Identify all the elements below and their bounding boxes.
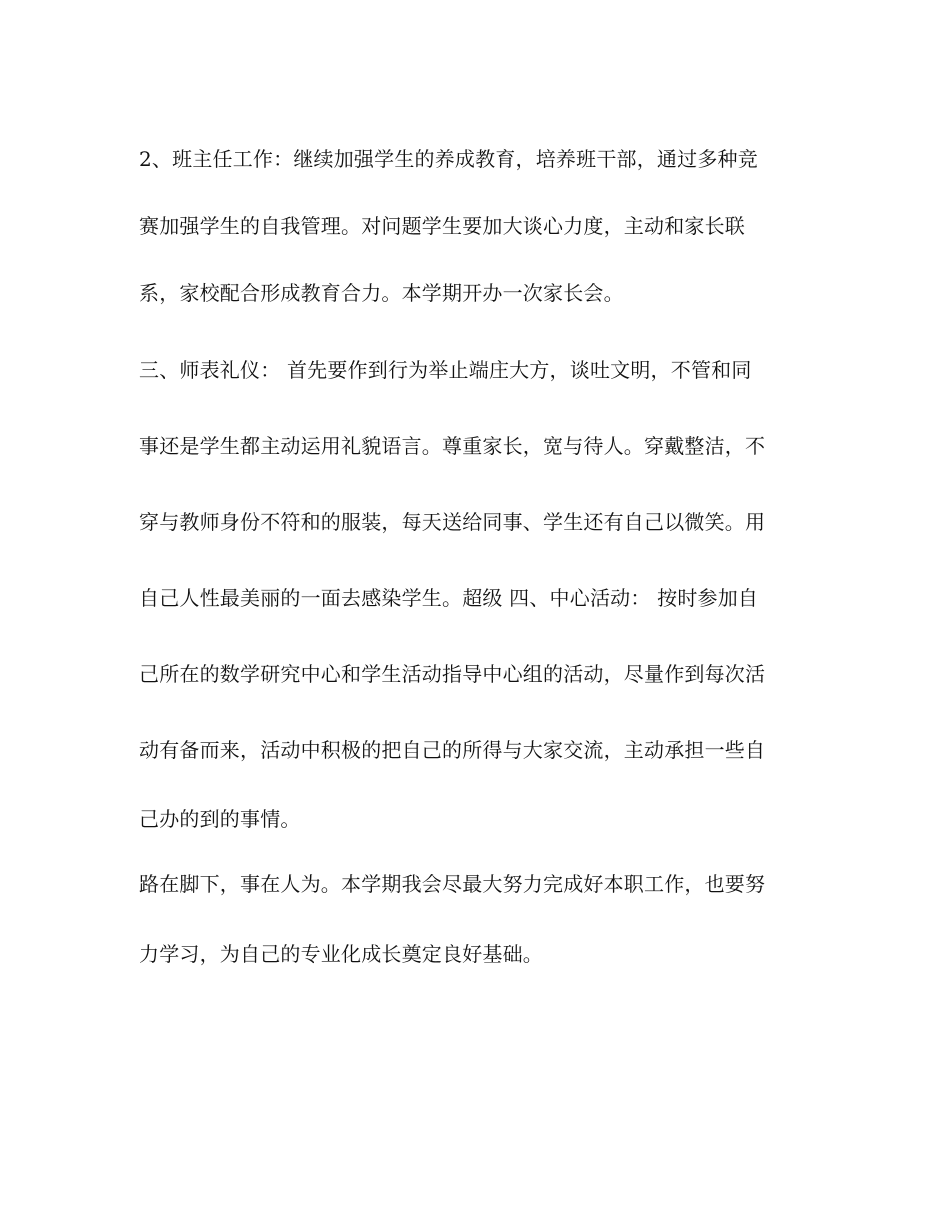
text-line: 赛加强学生的自我管理。对问题学生要加大谈心力度，主动和家长联 xyxy=(139,214,745,238)
text-line: 己办的到的事情。 xyxy=(139,807,301,831)
text-line: 动有备而来，活动中积极的把自己的所得与大家交流，主动承担一些自 xyxy=(139,738,766,762)
text-line: 2、班主任工作：继续加强学生的养成教育，培养班干部，通过多种竞 xyxy=(139,147,758,171)
text-line: 三、师表礼仪： 首先要作到行为举止端庄大方，谈吐文明，不管和同 xyxy=(139,358,752,382)
text-line: 路在脚下，事在人为。本学期我会尽最大努力完成好本职工作，也要努 xyxy=(139,872,766,896)
text-line: 穿与教师身份不符和的服装，每天送给同事、学生还有自己以微笑。用 xyxy=(139,510,766,534)
text-line: 力学习，为自己的专业化成长奠定良好基础。 xyxy=(139,942,543,966)
text-line: 自己人性最美丽的一面去感染学生。超级 四、中心活动： 按时参加自 xyxy=(139,586,759,610)
text-line: 系，家校配合形成教育合力。本学期开办一次家长会。 xyxy=(139,281,624,305)
text-line: 事还是学生都主动运用礼貌语言。尊重家长，宽与待人。穿戴整洁，不 xyxy=(139,434,766,458)
text-line: 己所在的数学研究中心和学生活动指导中心组的活动，尽量作到每次活 xyxy=(139,662,766,686)
